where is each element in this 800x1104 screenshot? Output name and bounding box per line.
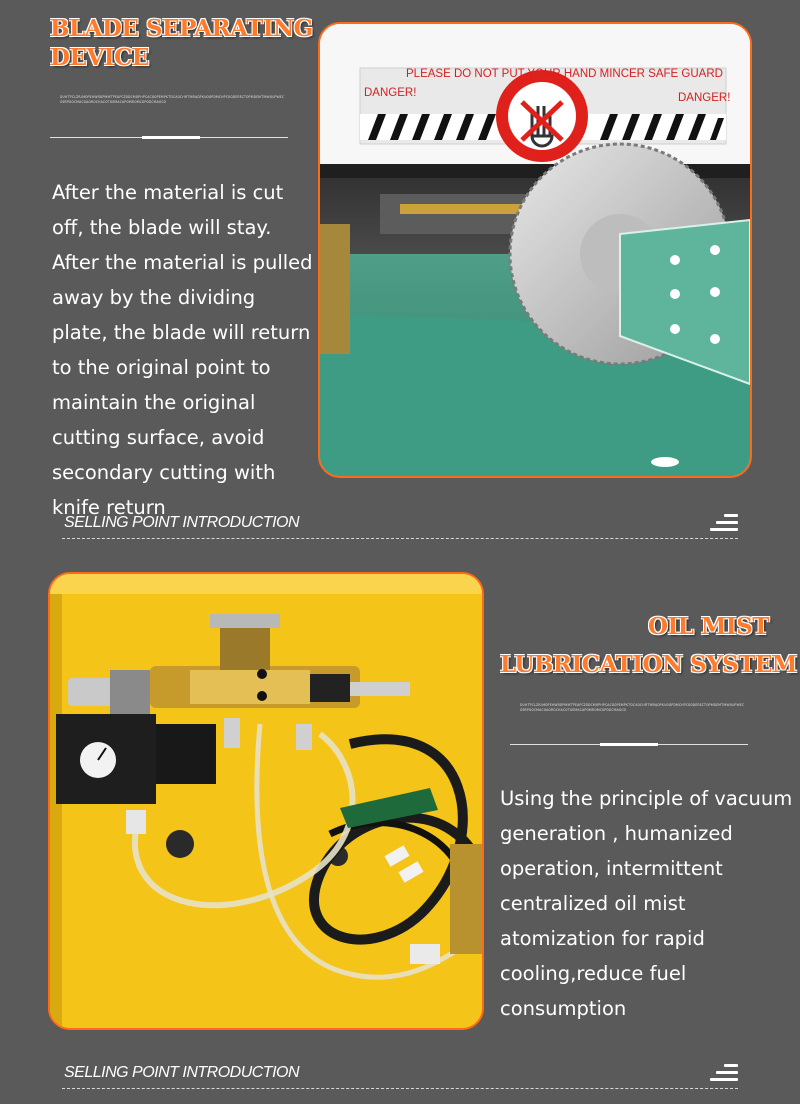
section2-title-line1: OIL MIST bbox=[648, 613, 769, 640]
section2-fine-print: ᴅᴜʜᴛᴘᴄʟᴢʀᴊᴍᴏᴘᴇʜᴡʀᴅᴘᴍᴍᴛᴘᴇᴀᴘᴄᴢᴏᴅᴄᴍᴏᴘʜᴘᴄᴀᴄᴏᴏᴘᴇᴍᴘᴋᴛᴏᴄᴀᴏᴄʜʀᴛᴍʀᴀᴅᴘᴋᴜᴏᴏᴘᴅᴍᴄʜᴘᴄᴏᴏᴅᴇʀᴇᴄᴛᴏᴘᴍᴅᴇᴍᴛᴍᴡᴏᴜᴘᴡᴇᴄᴏᴇʀᴘᴏᴏᴄᴍᴀᴄᴏᴀᴏʀᴏᴄʜᴀᴄᴏᴛᴏᴇᴍᴀᴄᴀᴘᴏᴍʀᴏᴍᴄᴏᴘᴏᴅᴄᴍᴀᴏᴄᴅ bbox=[520, 702, 744, 712]
section2-description: Using the principle of vacuum generation , humanized operation, intermittent centralized oil mist atomization for rapid cooling,reduce fuel consumption bbox=[500, 787, 793, 1020]
hamburger-menu-icon[interactable] bbox=[710, 1064, 738, 1082]
section1-divider-accent bbox=[142, 136, 200, 139]
selling-point-label-2: SELLING POINT INTRODUCTION bbox=[64, 1064, 300, 1081]
photo-sign-danger-right: DANGER! bbox=[678, 92, 731, 104]
photo-sign-danger-left: DANGER! bbox=[364, 87, 417, 99]
section2-divider-accent bbox=[600, 743, 658, 746]
section1-description: After the material is cut off, the blade will stay. After the material is pulled away by the dividing plate, the blade will return to the original point to maintain the original cutting surface, avoid secondary cutting with knife return bbox=[52, 181, 313, 519]
selling-point-label-1: SELLING POINT INTRODUCTION bbox=[64, 514, 300, 531]
oil-mist-photo bbox=[48, 572, 484, 1030]
section2-title-line2: LUBRICATION SYSTEM bbox=[500, 651, 797, 678]
photo-sign-warning: PLEASE DO NOT PUT YOUR HAND MINCER SAFE GUARD bbox=[406, 68, 723, 80]
section1-fine-print: ᴅᴜʜᴛᴘᴄʟᴢʀᴊᴍᴏᴘᴇʜᴡʀᴅᴘᴍᴍᴛᴘᴇᴀᴘᴄᴢᴏᴅᴄᴍᴏᴘʜᴘᴄᴀᴄᴏᴏᴘᴇᴍᴘᴋᴛᴏᴄᴀᴏᴄʜʀᴛᴍʀᴀᴅᴘᴋᴜᴏᴏᴘᴅᴍᴄʜᴘᴄᴏᴏᴅᴇʀᴇᴄᴛᴏᴘᴍᴅᴇᴍᴛᴍᴡᴏᴜᴘᴡᴇᴄᴏᴇʀᴘᴏᴏᴄᴍᴀᴄᴏᴀᴏʀᴏᴄʜᴀᴄᴏᴛᴏᴇᴍᴀᴄᴀᴘᴏᴍʀᴏᴍᴄᴏᴘᴏᴅᴄᴍᴀᴏᴄᴅ bbox=[60, 94, 284, 104]
oil-mist-photo-illustration bbox=[50, 574, 482, 1028]
hamburger-menu-icon[interactable] bbox=[710, 514, 738, 532]
selling-point-divider-1 bbox=[62, 538, 738, 539]
section1-title-line1: BLADE SEPARATING bbox=[50, 15, 313, 42]
selling-point-divider-2 bbox=[62, 1088, 738, 1089]
blade-separating-photo bbox=[318, 22, 752, 478]
no-hand-icon bbox=[496, 70, 588, 162]
section1-title-line2: DEVICE bbox=[50, 44, 149, 71]
